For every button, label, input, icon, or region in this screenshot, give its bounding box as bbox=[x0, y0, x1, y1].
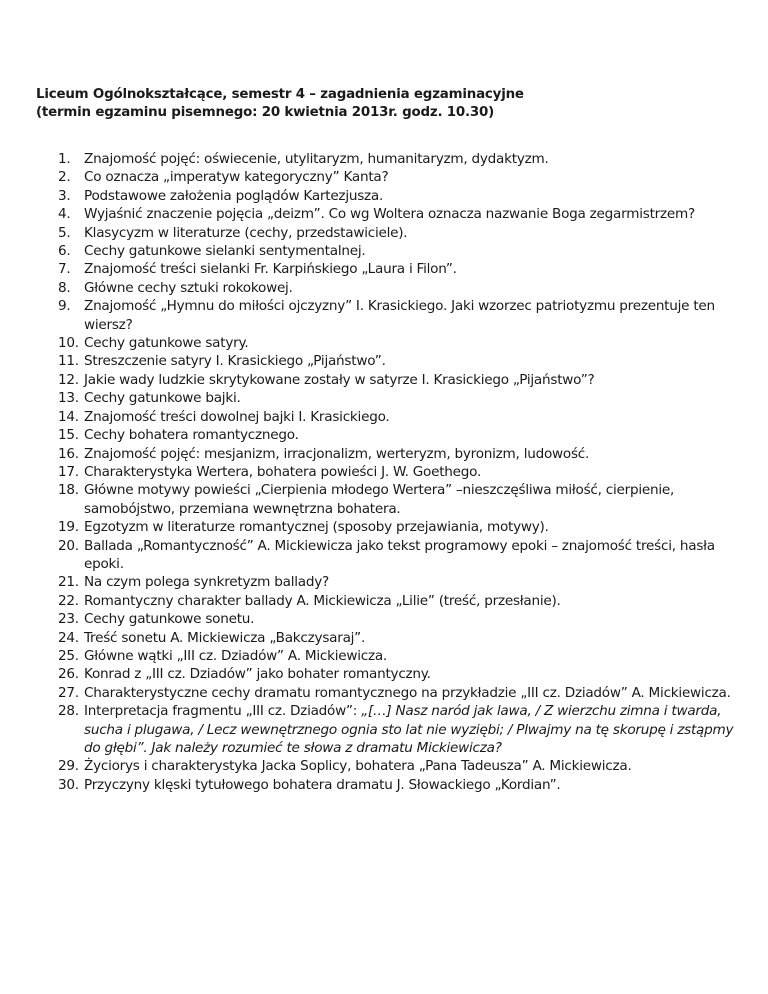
item-number: 28. bbox=[58, 703, 79, 720]
item-text-plain: Charakterystyczne cechy dramatu romantycznego na przykładzie „III cz. Dziadów” A. Mickiewicza. bbox=[84, 684, 731, 701]
item-text-plain: Cechy gatunkowe bajki. bbox=[84, 390, 241, 407]
item-text-plain: Konrad z „III cz. Dziadów” jako bohater romantyczny. bbox=[84, 666, 431, 683]
item-number: 1. bbox=[58, 151, 71, 167]
item-number: 10. bbox=[58, 335, 79, 352]
list-item bbox=[58, 297, 738, 334]
item-quote: „[…] Nasz naród jak lawa, / Z wierzchu zimna i twarda, sucha i plugawa, / Lecz wewnętrznego ognia sto lat nie wyziębi; / Plwajmy na tę skorupę i zstąpmy do głębi”. Jak należy rozumieć te słowa z dramatu Mickiewicza? bbox=[84, 703, 734, 756]
item-number: 23. bbox=[58, 611, 79, 628]
item-text-plain: Treść sonetu A. Mickiewicza „Bakczysaraj”. bbox=[84, 629, 366, 646]
list-item bbox=[58, 260, 738, 278]
list-item bbox=[58, 629, 738, 647]
item-text-plain: Na czym polega synkretyzm ballady? bbox=[84, 574, 329, 591]
item-text-plain: Jakie wady ludzkie skrytykowane zostały w satyrze I. Krasickiego „Pijaństwo”? bbox=[84, 371, 595, 388]
item-text bbox=[84, 279, 738, 297]
item-text bbox=[84, 150, 738, 168]
list-item bbox=[58, 776, 738, 794]
item-number: 22. bbox=[58, 592, 79, 609]
list-item bbox=[58, 537, 738, 574]
item-number: 13. bbox=[58, 390, 79, 407]
item-text bbox=[84, 260, 738, 278]
item-text-plain: Streszczenie satyry I. Krasickiego „Pijaństwo”. bbox=[84, 353, 386, 370]
header-exam-date: (termin egzaminu pisemnego: 20 kwietnia 2013r. godz. 10.30) bbox=[36, 104, 495, 120]
item-text bbox=[84, 426, 738, 444]
list-item bbox=[58, 408, 738, 426]
item-number: 20. bbox=[58, 537, 79, 554]
item-number: 18. bbox=[58, 482, 79, 499]
item-text bbox=[84, 352, 738, 370]
item-text-plain: Romantyczny charakter ballady A. Mickiewicza „Lilie” (treść, przesłanie). bbox=[84, 592, 561, 609]
list-item bbox=[58, 518, 738, 536]
item-number: 25. bbox=[58, 647, 79, 664]
item-number: 24. bbox=[58, 629, 79, 646]
list-item bbox=[58, 224, 738, 242]
item-number: 26. bbox=[58, 666, 79, 683]
list-item bbox=[58, 187, 738, 205]
item-number: 15. bbox=[58, 427, 79, 444]
item-text-plain: Znajomość „Hymnu do miłości ojczyzny” I. Krasickiego. Jaki wzorzec patriotyzmu prezentuje ten wiersz? bbox=[84, 298, 715, 333]
item-text bbox=[84, 776, 738, 794]
item-number: 5. bbox=[58, 224, 71, 241]
item-text bbox=[84, 573, 738, 591]
list-item bbox=[58, 702, 738, 757]
item-text bbox=[84, 205, 738, 223]
item-number: 17. bbox=[58, 463, 79, 480]
item-text bbox=[84, 371, 738, 389]
item-number: 21. bbox=[58, 574, 79, 591]
item-number: 4. bbox=[58, 206, 71, 223]
list-item bbox=[58, 426, 738, 444]
list-item bbox=[58, 757, 738, 775]
item-number: 2. bbox=[58, 169, 71, 186]
list-item bbox=[58, 352, 738, 370]
list-item bbox=[58, 371, 738, 389]
item-text-plain: Egzotyzm w literaturze romantycznej (sposoby przejawiania, motywy). bbox=[84, 519, 549, 536]
item-number: 19. bbox=[58, 519, 79, 536]
header-title: Liceum Ogólnokształcące, semestr 4 – zagadnienia egzaminacyjne bbox=[36, 87, 524, 102]
item-text-plain: Znajomość pojęć: mesjanizm, irracjonalizm, werteryzm, byronizm, ludowość. bbox=[84, 445, 590, 462]
item-number: 11. bbox=[58, 353, 79, 370]
item-number: 30. bbox=[58, 776, 79, 793]
item-text bbox=[84, 463, 738, 481]
item-text-plain: Znajomość treści sielanki Fr. Karpińskiego „Laura i Filon”. bbox=[84, 261, 457, 278]
item-number: 29. bbox=[58, 758, 79, 775]
list-item bbox=[58, 463, 738, 481]
item-text-plain: Cechy gatunkowe satyry. bbox=[84, 335, 249, 352]
item-text-plain: Cechy gatunkowe sonetu. bbox=[84, 611, 255, 628]
item-text-plain: Charakterystyka Wertera, bohatera powieści J. W. Goethego. bbox=[84, 463, 482, 480]
list-item bbox=[58, 445, 738, 463]
list-item bbox=[58, 168, 738, 186]
item-number: 7. bbox=[58, 261, 71, 278]
item-text-plain: Klasycyzm w literaturze (cechy, przedstawiciele). bbox=[84, 224, 408, 241]
item-text bbox=[84, 481, 738, 518]
item-number: 12. bbox=[58, 371, 79, 388]
item-text-plain: Podstawowe założenia poglądów Kartezjusza. bbox=[84, 187, 384, 204]
item-text-plain: Główne motywy powieści „Cierpienia młodego Wertera” –nieszczęśliwa miłość, cierpienie, samobójstwo, przemiana wewnętrzna bohatera. bbox=[84, 482, 675, 517]
item-text-plain: Co oznacza „imperatyw kategoryczny” Kanta? bbox=[84, 169, 389, 186]
item-text bbox=[84, 610, 738, 628]
item-text bbox=[84, 629, 738, 647]
item-text bbox=[84, 408, 738, 426]
item-text-plain: Główne cechy sztuki rokokowej. bbox=[84, 279, 293, 296]
item-number: 8. bbox=[58, 279, 71, 296]
item-number: 16. bbox=[58, 445, 79, 462]
item-text-plain: Cechy gatunkowe sielanki sentymentalnej. bbox=[84, 243, 366, 260]
item-text bbox=[84, 757, 738, 775]
list-item bbox=[58, 389, 738, 407]
list-item bbox=[58, 573, 738, 591]
item-text-plain: Interpretacja fragmentu „III cz. Dziadów”: bbox=[84, 703, 362, 720]
item-text-plain: Życiorys i charakterystyka Jacka Soplicy, bohatera „Pana Tadeusza” A. Mickiewicza. bbox=[84, 758, 632, 775]
item-text bbox=[84, 168, 738, 186]
list-item bbox=[58, 334, 738, 352]
list-item bbox=[58, 242, 738, 260]
item-number: 3. bbox=[58, 187, 71, 204]
item-number: 9. bbox=[58, 298, 71, 315]
list-item bbox=[58, 665, 738, 683]
item-text-plain: Ballada „Romantyczność” A. Mickiewicza jako tekst programowy epoki – znajomość treści, hasła epoki. bbox=[84, 537, 715, 572]
item-text-plain: Cechy bohatera romantycznego. bbox=[84, 427, 299, 444]
document-header bbox=[36, 86, 736, 121]
item-text bbox=[84, 389, 738, 407]
item-text bbox=[84, 665, 738, 683]
list-item bbox=[58, 279, 738, 297]
item-text bbox=[84, 224, 738, 242]
list-item bbox=[58, 610, 738, 628]
item-number: 6. bbox=[58, 243, 71, 260]
list-item bbox=[58, 150, 738, 168]
item-text bbox=[84, 684, 738, 702]
item-text bbox=[84, 187, 738, 205]
item-text bbox=[84, 445, 738, 463]
item-text-plain: Główne wątki „III cz. Dziadów” A. Mickiewicza. bbox=[84, 647, 388, 664]
item-text-plain: Wyjaśnić znaczenie pojęcia „deizm”. Co wg Woltera oznacza nazwanie Boga zegarmistrzem? bbox=[84, 206, 695, 223]
list-item bbox=[58, 647, 738, 665]
item-text bbox=[84, 647, 738, 665]
item-text-plain: Znajomość pojęć: oświecenie, utylitaryzm, humanitaryzm, dydaktyzm. bbox=[84, 151, 549, 167]
item-text bbox=[84, 592, 738, 610]
item-text-plain: Znajomość treści dowolnej bajki I. Krasickiego. bbox=[84, 408, 390, 425]
list-item bbox=[58, 684, 738, 702]
item-text bbox=[84, 537, 738, 574]
item-text bbox=[84, 297, 738, 334]
list-item bbox=[58, 205, 738, 223]
item-number: 27. bbox=[58, 684, 79, 701]
exam-questions-list bbox=[58, 150, 738, 794]
item-text bbox=[84, 702, 738, 757]
item-text bbox=[84, 242, 738, 260]
item-text-plain: Przyczyny klęski tytułowego bohatera dramatu J. Słowackiego „Kordian”. bbox=[84, 776, 561, 793]
item-number: 14. bbox=[58, 408, 79, 425]
item-text bbox=[84, 334, 738, 352]
list-item bbox=[58, 592, 738, 610]
item-text bbox=[84, 518, 738, 536]
list-item bbox=[58, 481, 738, 518]
